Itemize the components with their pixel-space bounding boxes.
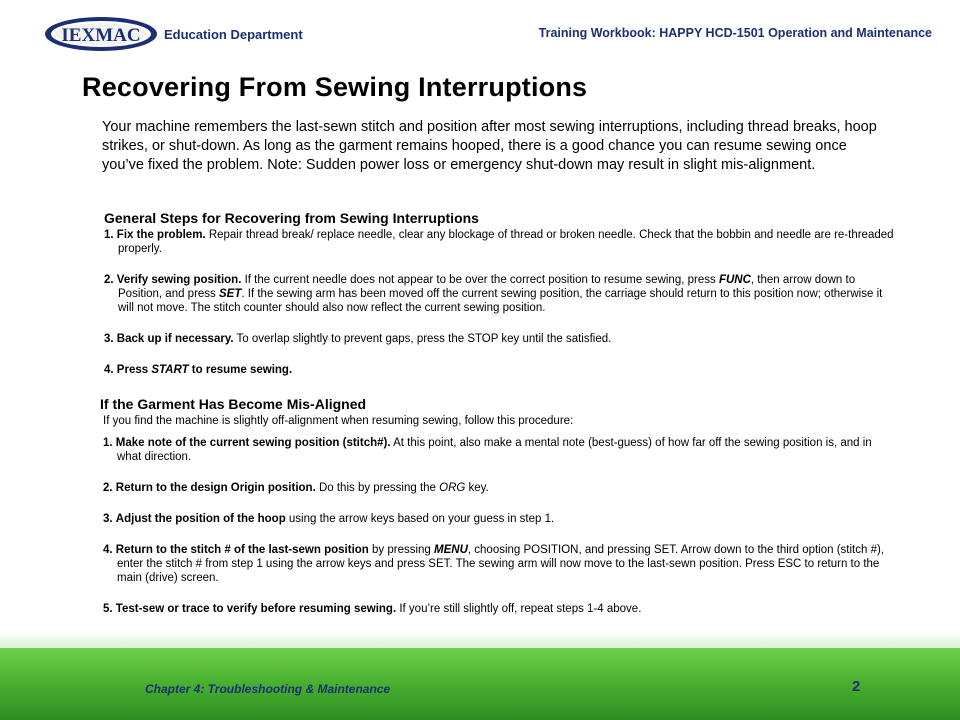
general-step-4 xyxy=(104,363,894,377)
step-number: 2. xyxy=(103,482,113,494)
step-title: Back up if necessary. xyxy=(116,333,234,345)
key-label: ORG xyxy=(439,482,466,494)
step-number: 3. xyxy=(104,333,114,345)
step-text: At this point, also make a mental note (best-guess) of how far off the sewing position is, and in what direction. xyxy=(117,437,872,463)
step-title: Fix the problem. xyxy=(116,229,206,241)
step-title: Return to the design Origin position. xyxy=(115,482,316,494)
step-number: 4. xyxy=(104,364,114,376)
misaligned-step-4 xyxy=(103,543,890,585)
step-text: , then arrow down to Position, and press xyxy=(118,274,856,300)
step-title: to resume sewing. xyxy=(188,364,293,376)
misaligned-section xyxy=(100,397,890,616)
key-label: MENU xyxy=(434,544,468,556)
step-text: using the arrow keys based on your guess in step 1. xyxy=(285,513,555,525)
step-text: . If the sewing arm has been moved off the current sewing position, the carriage should return to this position now; otherwise it will not move. The stitch counter should also now reflect the current sewing position. xyxy=(118,288,883,314)
step-title: Make note of the current sewing position (stitch#). xyxy=(115,437,391,449)
svg-text:IEXMAC: IEXMAC xyxy=(61,25,141,46)
general-step-1 xyxy=(104,228,894,256)
step-number: 2. xyxy=(104,274,114,286)
step-text: Do this by pressing the xyxy=(315,482,440,494)
step-number: 1. xyxy=(104,229,114,241)
step-text: Repair thread break/ replace needle, clear any blockage of thread or broken needle. Check that the bobbin and needle are re-threaded properly. xyxy=(118,229,894,255)
general-step-3 xyxy=(104,332,894,346)
iexmac-logo xyxy=(44,16,158,52)
step-title: Return to the stitch # of the last-sewn position xyxy=(115,544,369,556)
key-label: FUNC xyxy=(718,274,751,286)
step-text: To overlap slightly to prevent gaps, press the STOP key until the satisfied. xyxy=(233,333,612,345)
step-number: 4. xyxy=(103,544,113,556)
general-steps-heading: General Steps for Recovering from Sewing Interruptions xyxy=(104,210,479,226)
step-title: Press xyxy=(116,364,152,376)
step-number: 1. xyxy=(103,437,113,449)
misaligned-step-1 xyxy=(103,436,890,464)
step-title: Adjust the position of the hoop xyxy=(115,513,286,525)
chapter-label: Chapter 4: Troubleshooting & Maintenance xyxy=(145,682,391,696)
step-text: If the current needle does not appear to be over the correct position to resume sewing, press xyxy=(241,274,719,286)
step-text: If you’re still slightly off, repeat steps 1-4 above. xyxy=(396,603,642,615)
department-label: Education Department xyxy=(164,27,303,42)
step-title: Verify sewing position. xyxy=(116,274,242,286)
step-text: key. xyxy=(465,482,489,494)
general-steps-section xyxy=(104,211,894,377)
step-text: , choosing POSITION, and pressing SET. Arrow down to the third option (stitch #), enter the stitch # from step 1 using the arrow keys and press SET. The sewing arm will now move to the last-sewn position. Press ESC to return to the main (drive) screen. xyxy=(117,544,885,584)
page-title: Recovering From Sewing Interruptions xyxy=(82,72,588,102)
page-number: 2 xyxy=(852,678,861,695)
step-number: 3. xyxy=(103,513,113,525)
misaligned-subheading: If you find the machine is slightly off-alignment when resuming sewing, follow this procedure: xyxy=(103,415,574,427)
step-number: 5. xyxy=(103,603,113,615)
general-step-2 xyxy=(104,273,894,315)
key-label: SET xyxy=(219,288,242,300)
misaligned-step-5 xyxy=(103,602,890,616)
misaligned-heading: If the Garment Has Become Mis-Aligned xyxy=(100,396,367,412)
misaligned-step-3 xyxy=(103,512,890,526)
workbook-title: Training Workbook: HAPPY HCD-1501 Operation and Maintenance xyxy=(538,26,932,40)
misaligned-step-2 xyxy=(103,481,890,495)
intro-paragraph: Your machine remembers the last-sewn stitch and position after most sewing interruptions, including thread breaks, hoop strikes, or shut-down. As long as the garment remains hooped, there is a good chance you can resume sewing once you’ve fixed the problem. Note: Sudden power loss or emergency shut-down may result in slight mis-alignment. xyxy=(102,119,877,173)
step-title: Test-sew or trace to verify before resuming sewing. xyxy=(115,603,397,615)
footer-band xyxy=(0,648,960,720)
key-label: START xyxy=(151,364,189,376)
step-text: by pressing xyxy=(368,544,435,556)
